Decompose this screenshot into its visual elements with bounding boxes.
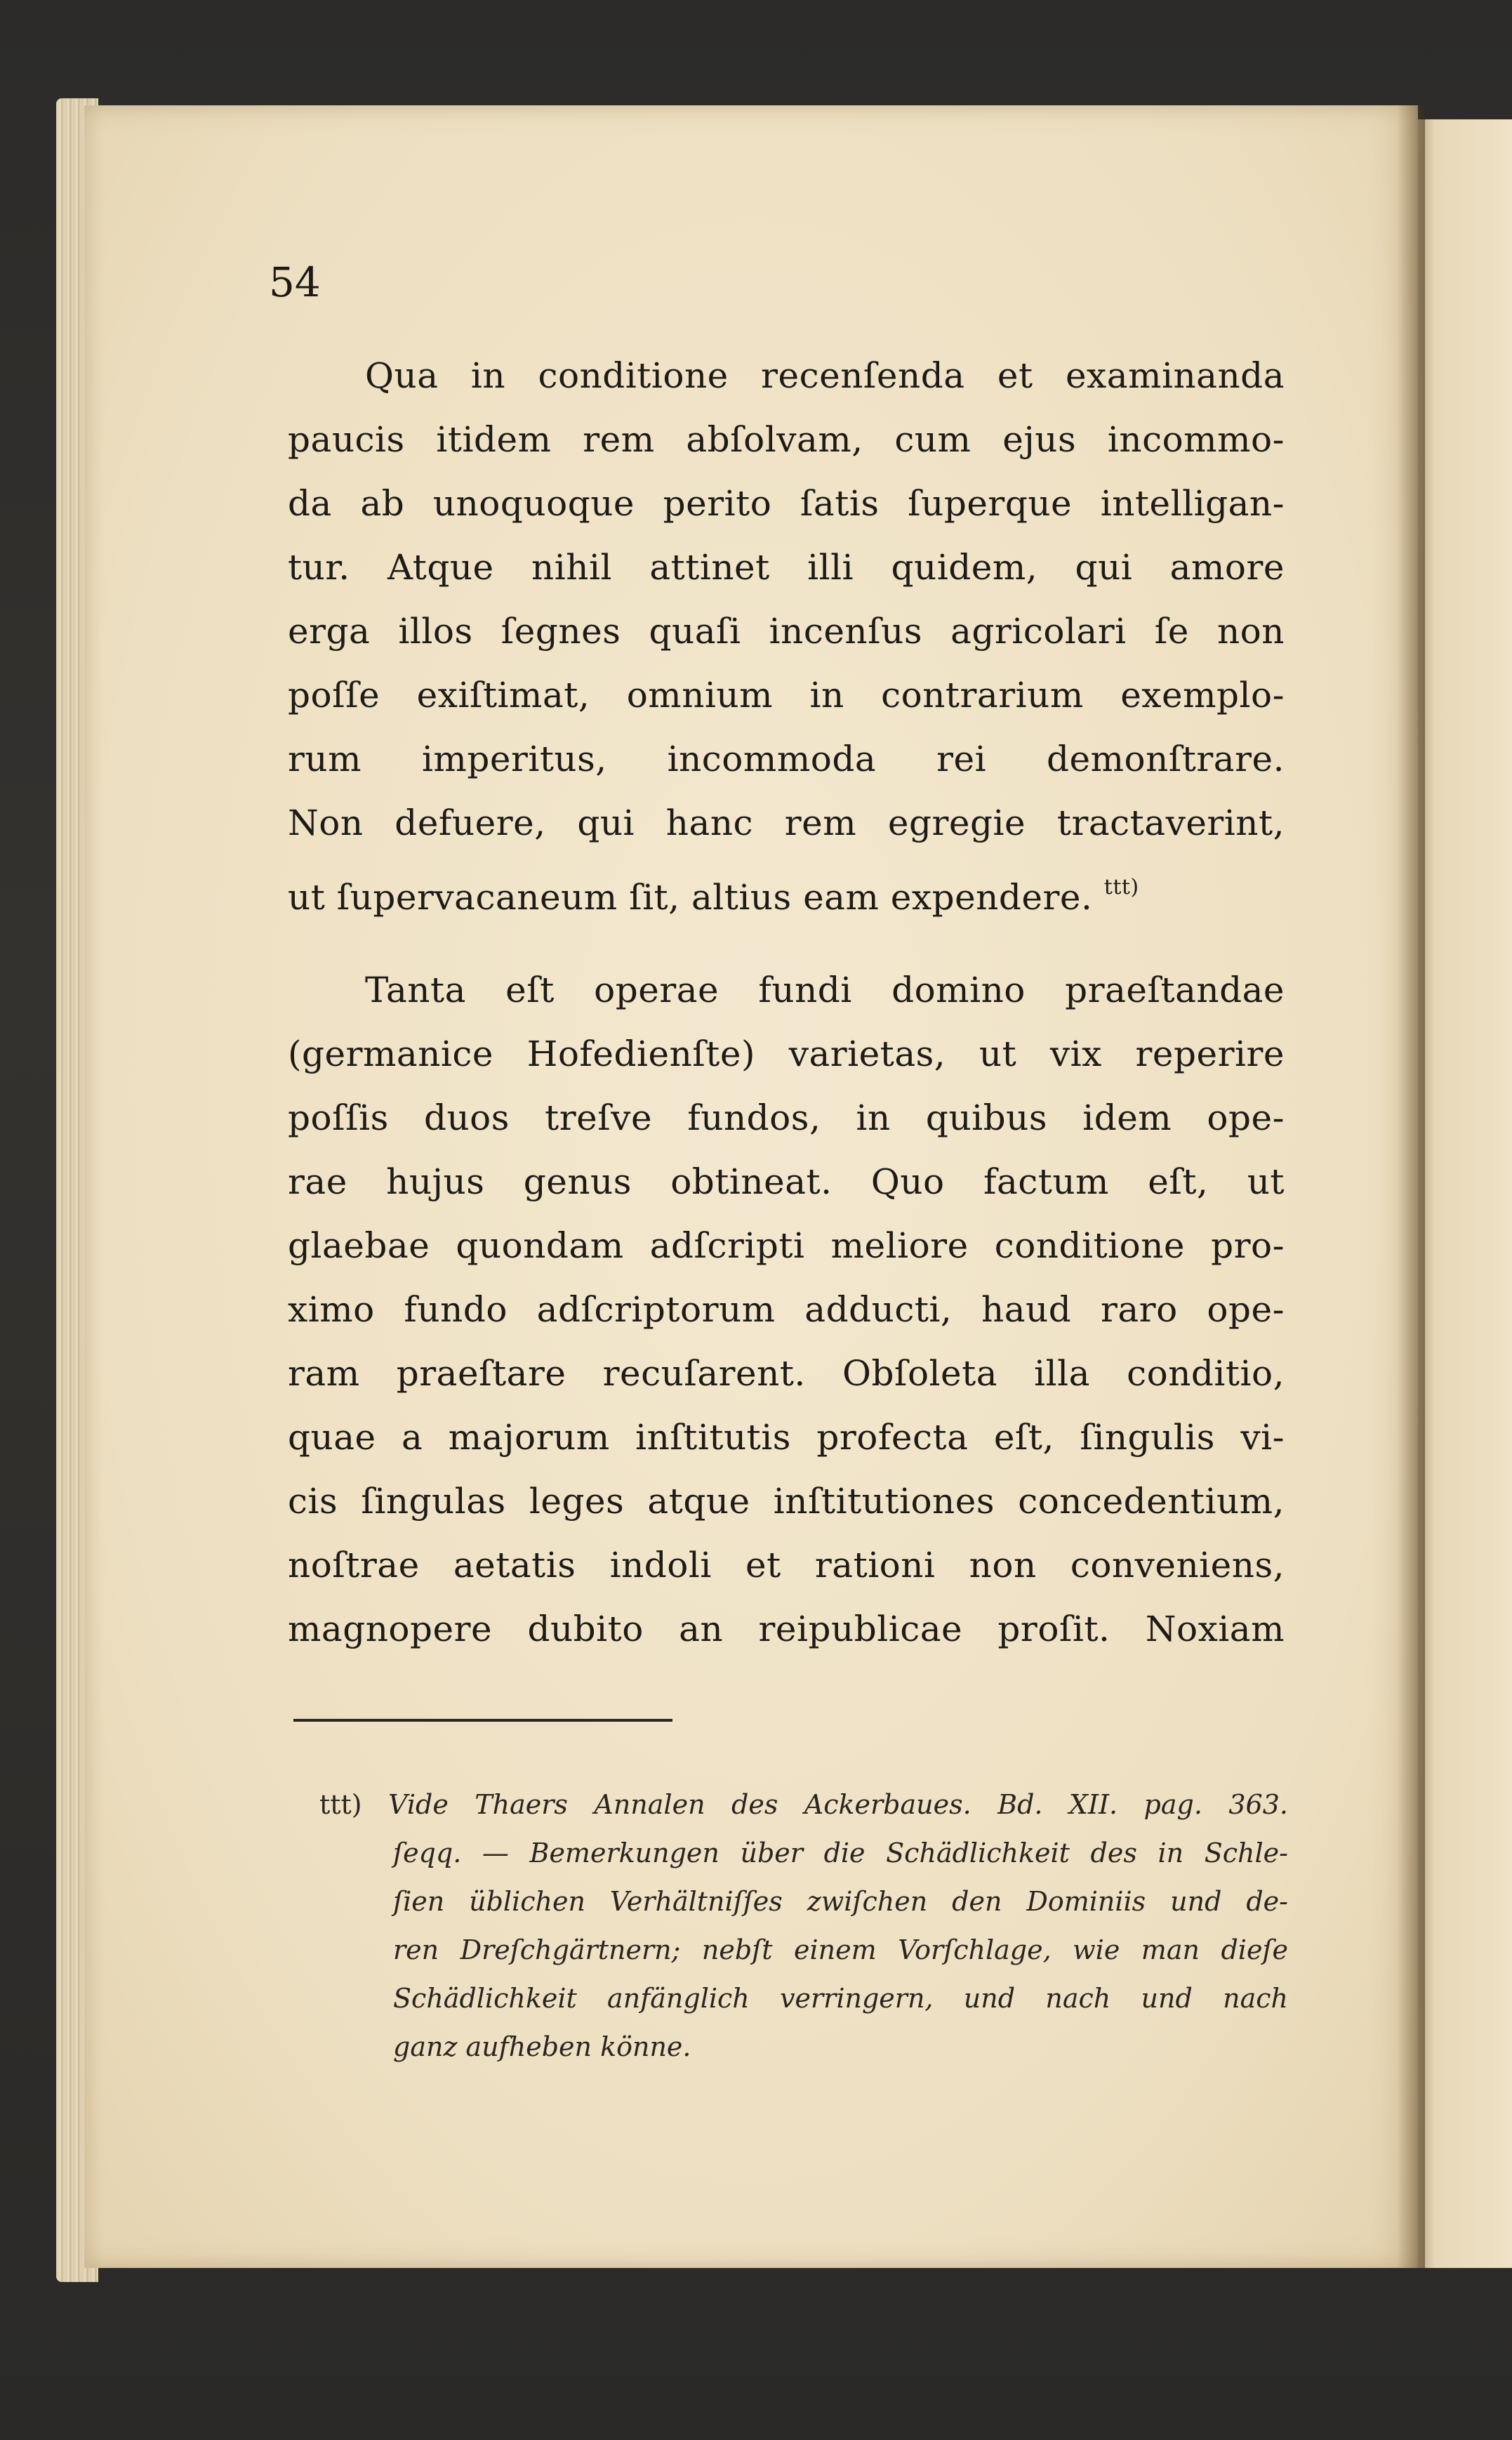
text-line: poſſis duos treſve fundos, in quibus idem ope- — [288, 1097, 1285, 1138]
footnote-line: ganz aufheben könne. — [393, 2031, 691, 2062]
text-line: (germanice Hofedienſte) varietas, ut vix reperire — [288, 1034, 1285, 1074]
footnote-text: Vide Thaers Annalen des Ackerbaues. Bd. XII. pag. 363. — [388, 1789, 1288, 1820]
paragraph-2 — [288, 958, 1285, 1661]
text-line: ut ſupervacaneum ſit, altius eam expendere. — [288, 877, 1093, 918]
footnote-separator-rule — [293, 1719, 672, 1722]
footnote-reference: ttt) — [1103, 875, 1139, 899]
text-line: erga illos ſegnes quaſi incenſus agricolari ſe non — [288, 611, 1285, 652]
text-line-with-footnote-ref — [288, 855, 1285, 919]
text-line: da ab unoquoque perito ſatis ſuperque intelligan- — [288, 483, 1285, 524]
text-line: tur. Atque nihil attinet illi quidem, qui amore — [288, 547, 1285, 588]
paragraph-1 — [288, 344, 1285, 919]
facing-page-edge — [1418, 119, 1512, 2268]
footnote-line: ſeqq. — Bemerkungen über die Schädlichkeit des in Schle- — [393, 1838, 1288, 1868]
footnote-line: ren Dreſchgärtnern; nebſt einem Vorſchlage, wie man dieſe — [393, 1934, 1288, 1965]
footnote-line: Schädlichkeit anfänglich verringern, und nach und nach — [393, 1983, 1288, 2014]
text-line: rae hujus genus obtineat. Quo factum eſt, ut — [288, 1161, 1285, 1202]
footnote-line — [319, 1781, 1288, 1829]
text-line: rum imperitus, incommoda rei demonſtrare. — [288, 739, 1285, 779]
text-line: cis ſingulas leges atque inſtitutiones concedentium, — [288, 1481, 1285, 1522]
text-line: ximo fundo adſcriptorum adducti, haud raro ope- — [288, 1289, 1285, 1330]
text-line: poſſe exiſtimat, omnium in contrarium exemplo- — [288, 675, 1285, 715]
text-line: Non defuere, qui hanc rem egregie tractaverint, — [288, 803, 1285, 843]
book-gutter-shadow — [1397, 105, 1425, 2268]
text-line: magnopere dubito an reipublicae proſit. Noxiam — [288, 1609, 1285, 1649]
text-line: noſtrae aetatis indoli et rationi non conveniens, — [288, 1545, 1285, 1585]
text-line: paucis itidem rem abſolvam, cum ejus incommo- — [288, 419, 1285, 460]
text-line: glaebae quondam adſcripti meliore conditione pro- — [288, 1225, 1285, 1266]
text-line: ram praeſtare recuſarent. Obſoleta illa conditio, — [288, 1353, 1285, 1394]
text-line: quae a majorum inſtitutis profecta eſt, ſingulis vi- — [288, 1417, 1285, 1458]
footnote-line: ſien üblichen Verhältniſſes zwiſchen den Dominiis und de- — [393, 1886, 1288, 1917]
text-line: Qua in conditione recenſenda et examinanda — [365, 355, 1285, 396]
footnote-block — [319, 1781, 1288, 2071]
page-number: 54 — [269, 258, 321, 306]
text-line: Tanta eſt operae fundi domino praeſtandae — [365, 970, 1285, 1010]
footnote-mark: ttt) — [319, 1789, 362, 1820]
